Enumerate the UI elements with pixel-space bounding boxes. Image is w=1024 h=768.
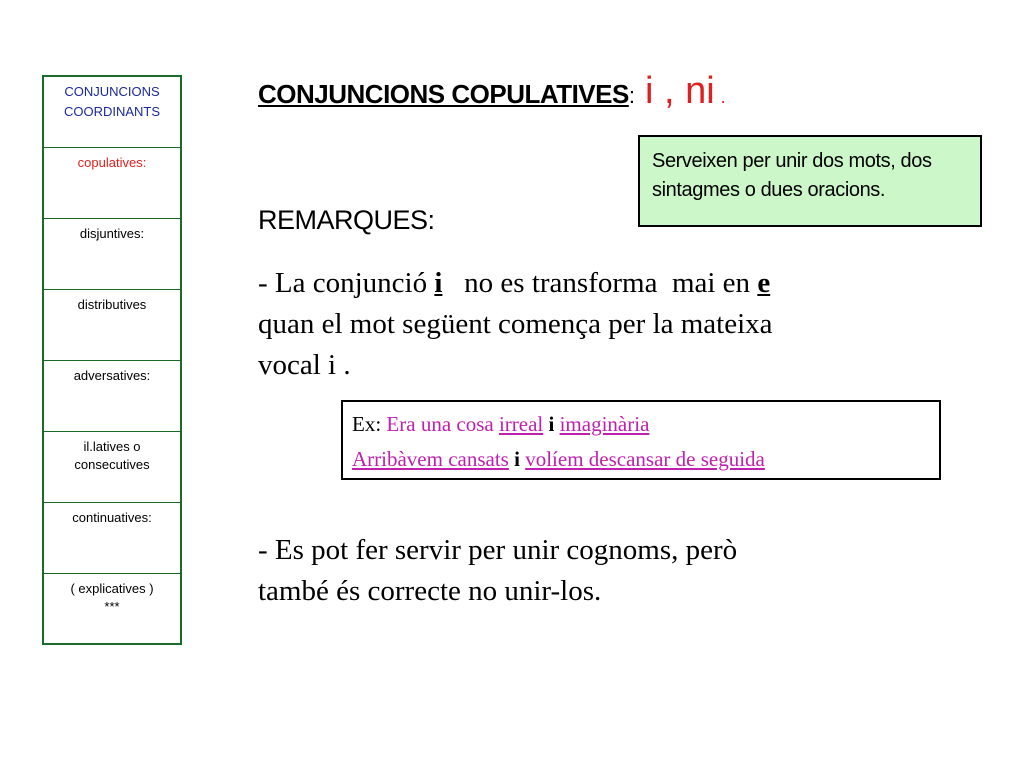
example2-clause-a: Arribàvem cansats: [352, 447, 509, 471]
definition-note: [638, 135, 982, 227]
example1-word-irreal: irreal: [498, 412, 544, 436]
remark-paragraph-2: [258, 530, 958, 612]
example1-word-imaginaria: imaginària: [559, 412, 650, 436]
example2-conj: i: [514, 447, 520, 471]
example1-conj: i: [548, 412, 555, 436]
sidebar-item-adversatives[interactable]: [44, 361, 180, 432]
remark1-bold-e: e: [757, 267, 771, 299]
sidebar-item-label-line2: ***: [104, 599, 120, 614]
sidebar-item-explicatives[interactable]: [44, 574, 180, 643]
remarques-heading: REMARQUES:: [258, 205, 435, 235]
remark1-text-a: - La conjunció: [258, 267, 435, 299]
page-title: [258, 70, 726, 113]
remark2-line1: - Es pot fer servir per unir cognoms, però: [258, 534, 738, 566]
sidebar-item-label: copulatives:: [77, 155, 147, 170]
title-main: CONJUNCIONS COPULATIVES: [258, 79, 629, 109]
remark1-bold-i: i: [434, 267, 443, 299]
example2-clause-b: volíem descansar de seguida: [525, 447, 765, 471]
sidebar-conjunction-types: [42, 75, 182, 645]
title-dot: .: [720, 87, 726, 107]
remark1-line3: vocal i .: [258, 349, 351, 381]
sidebar-item-label: il.latives o: [83, 439, 141, 454]
example1-text: Era una cosa: [386, 412, 499, 436]
remark1-line1: [258, 263, 958, 304]
sidebar-item-disjuntives[interactable]: [44, 219, 180, 290]
sidebar-item-label: continuatives:: [72, 510, 152, 525]
sidebar-item-label: disjuntives:: [79, 226, 145, 241]
example-line2: [352, 442, 930, 477]
remark1-line2: quan el mot següent comença per la mateixa: [258, 308, 773, 340]
sidebar-item-label: adversatives:: [73, 368, 151, 383]
note-line1: Serveixen per unir dos mots, dos: [652, 150, 932, 172]
remark-paragraph-1: [258, 263, 958, 386]
remark1-text-b: no es transforma mai en: [442, 267, 758, 299]
sidebar-item-label-line2: consecutives: [74, 457, 150, 472]
sidebar-item-distributives[interactable]: [44, 290, 180, 361]
sidebar-item-copulatives[interactable]: [44, 148, 180, 219]
sidebar-header: [44, 77, 180, 148]
sidebar-header-line2: COORDINANTS: [63, 104, 161, 119]
title-colon: :: [628, 83, 635, 108]
sidebar-item-illatives[interactable]: [44, 432, 180, 503]
example-box: [341, 400, 941, 480]
sidebar-item-label: distributives: [77, 297, 147, 312]
sidebar-header-line1: CONJUNCIONS: [64, 84, 160, 99]
sidebar-item-continuatives[interactable]: [44, 503, 180, 574]
title-conjunctions: i , ni: [644, 70, 715, 112]
remark2-line2: també és correcte no unir-los.: [258, 575, 602, 607]
sidebar-item-label: ( explicatives ): [70, 581, 154, 596]
example-prefix: Ex:: [352, 412, 387, 436]
note-line2: sintagmes o dues oracions.: [652, 179, 886, 201]
example-line1: [352, 407, 930, 442]
